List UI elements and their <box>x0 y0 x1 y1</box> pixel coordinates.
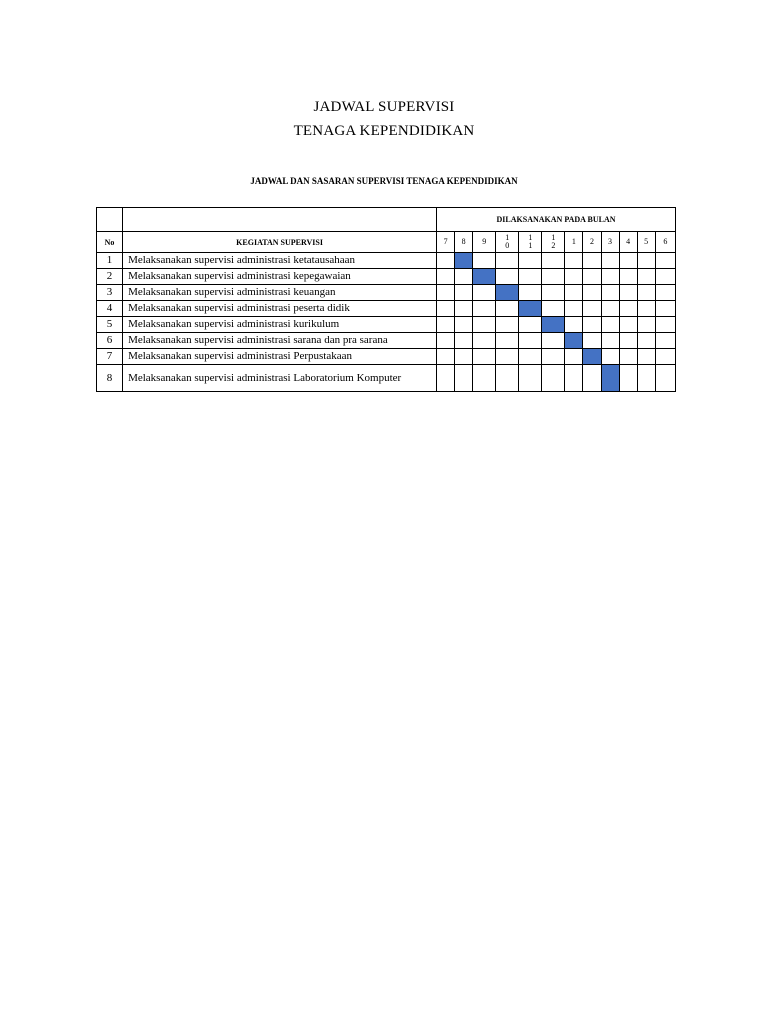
month-cell <box>583 285 601 301</box>
month-cell <box>542 333 565 349</box>
month-cell <box>542 301 565 317</box>
month-cell <box>565 365 583 392</box>
month-cell <box>542 349 565 365</box>
row-number: 7 <box>97 349 123 365</box>
month-cell <box>655 349 675 365</box>
table-row <box>97 285 676 301</box>
month-cell <box>496 269 519 285</box>
month-header-cell <box>619 232 637 253</box>
month-cell <box>619 317 637 333</box>
row-number: 8 <box>97 365 123 392</box>
scheduled-month-cell <box>601 365 619 392</box>
month-header-digit: 0 <box>505 241 510 250</box>
month-header-cell <box>565 232 583 253</box>
month-cell <box>437 253 455 269</box>
scheduled-month-cell <box>473 269 496 285</box>
month-cell <box>519 333 542 349</box>
document-title: JADWAL SUPERVISI <box>313 99 455 115</box>
month-cell <box>565 349 583 365</box>
month-cell <box>601 349 619 365</box>
month-header-digit: 6 <box>663 237 668 246</box>
month-header-digit: 1 <box>528 233 533 242</box>
month-group-header: DILAKSANAKAN PADA BULAN <box>437 208 676 232</box>
row-number: 2 <box>97 269 123 285</box>
month-cell <box>637 365 655 392</box>
month-cell <box>655 285 675 301</box>
month-header-cell <box>473 232 496 253</box>
row-activity: Melaksanakan supervisi administrasi kurikulum <box>123 317 437 333</box>
month-cell <box>437 333 455 349</box>
header-activity: KEGIATAN SUPERVISI <box>123 232 437 253</box>
month-cell <box>473 317 496 333</box>
month-cell <box>637 301 655 317</box>
month-cell <box>519 365 542 392</box>
header-empty-activity <box>123 208 437 232</box>
month-cell <box>637 269 655 285</box>
month-header-digit: 1 <box>528 241 533 250</box>
month-cell <box>437 285 455 301</box>
row-activity: Melaksanakan supervisi administrasi Perpustakaan <box>123 349 437 365</box>
month-header-cell <box>455 232 473 253</box>
row-number: 3 <box>97 285 123 301</box>
month-cell <box>655 365 675 392</box>
month-cell <box>496 365 519 392</box>
table-row <box>97 333 676 349</box>
scheduled-month-cell <box>565 333 583 349</box>
row-activity: Melaksanakan supervisi administrasi sarana dan pra sarana <box>123 333 437 349</box>
month-header-digit: 7 <box>443 237 448 246</box>
month-cell <box>655 269 675 285</box>
month-cell <box>619 285 637 301</box>
row-activity: Melaksanakan supervisi administrasi keuangan <box>123 285 437 301</box>
month-cell <box>519 349 542 365</box>
month-cell <box>455 301 473 317</box>
table-title: JADWAL DAN SASARAN SUPERVISI TENAGA KEPENDIDIKAN <box>250 176 518 186</box>
month-cell <box>519 285 542 301</box>
month-cell <box>455 285 473 301</box>
table-header-row-top <box>97 208 676 232</box>
month-cell <box>473 285 496 301</box>
month-cell <box>601 301 619 317</box>
month-header-digit: 3 <box>608 237 613 246</box>
month-cell <box>655 317 675 333</box>
table-row <box>97 253 676 269</box>
month-cell <box>637 285 655 301</box>
month-cell <box>496 333 519 349</box>
month-cell <box>455 349 473 365</box>
table-row <box>97 349 676 365</box>
month-cell <box>519 269 542 285</box>
month-cell <box>565 301 583 317</box>
month-header-digit: 1 <box>505 233 510 242</box>
row-activity: Melaksanakan supervisi administrasi peserta didik <box>123 301 437 317</box>
month-cell <box>437 301 455 317</box>
month-cell <box>455 365 473 392</box>
month-header-digit: 9 <box>482 237 487 246</box>
month-header-digit: 2 <box>589 237 594 246</box>
month-cell <box>601 269 619 285</box>
row-activity: Melaksanakan supervisi administrasi ketatausahaan <box>123 253 437 269</box>
table-row <box>97 301 676 317</box>
month-cell <box>542 253 565 269</box>
month-cell <box>437 349 455 365</box>
month-cell <box>496 349 519 365</box>
month-cell <box>542 269 565 285</box>
month-cell <box>601 253 619 269</box>
month-cell <box>473 253 496 269</box>
month-cell <box>583 333 601 349</box>
header-empty-no <box>97 208 123 232</box>
month-header-digit: 4 <box>626 237 631 246</box>
month-cell <box>583 269 601 285</box>
scheduled-month-cell <box>519 301 542 317</box>
month-cell <box>637 333 655 349</box>
scheduled-month-cell <box>496 285 519 301</box>
row-number: 6 <box>97 333 123 349</box>
month-cell <box>655 253 675 269</box>
month-header-cell <box>542 232 565 253</box>
month-header-cell <box>496 232 519 253</box>
month-cell <box>437 365 455 392</box>
month-cell <box>473 301 496 317</box>
month-cell <box>583 317 601 333</box>
scheduled-month-cell <box>583 349 601 365</box>
row-number: 5 <box>97 317 123 333</box>
table-header-row-months <box>97 232 676 253</box>
month-cell <box>619 349 637 365</box>
document-subtitle: TENAGA KEPENDIDIKAN <box>293 123 475 139</box>
month-cell <box>473 349 496 365</box>
month-cell <box>619 333 637 349</box>
month-cell <box>455 317 473 333</box>
month-cell <box>619 269 637 285</box>
row-activity: Melaksanakan supervisi administrasi kepegawaian <box>123 269 437 285</box>
month-cell <box>455 269 473 285</box>
table-row <box>97 365 676 392</box>
month-cell <box>565 253 583 269</box>
row-number: 4 <box>97 301 123 317</box>
row-activity: Melaksanakan supervisi administrasi Laboratorium Komputer <box>123 365 437 392</box>
month-cell <box>519 317 542 333</box>
month-cell <box>583 301 601 317</box>
month-cell <box>437 317 455 333</box>
month-header-cell <box>583 232 601 253</box>
month-cell <box>619 253 637 269</box>
scheduled-month-cell <box>542 317 565 333</box>
month-cell <box>565 269 583 285</box>
month-cell <box>637 317 655 333</box>
month-cell <box>583 365 601 392</box>
month-cell <box>565 317 583 333</box>
month-header-cell <box>637 232 655 253</box>
month-cell <box>473 333 496 349</box>
month-cell <box>619 365 637 392</box>
month-cell <box>437 269 455 285</box>
month-cell <box>565 285 583 301</box>
month-cell <box>619 301 637 317</box>
month-cell <box>601 333 619 349</box>
schedule-table <box>96 207 676 392</box>
month-cell <box>542 285 565 301</box>
month-header-digit: 1 <box>551 233 556 242</box>
month-cell <box>473 365 496 392</box>
month-cell <box>583 253 601 269</box>
table-row <box>97 269 676 285</box>
month-cell <box>455 333 473 349</box>
month-cell <box>519 253 542 269</box>
month-cell <box>496 317 519 333</box>
month-cell <box>601 285 619 301</box>
month-cell <box>637 253 655 269</box>
month-header-cell <box>437 232 455 253</box>
month-header-cell <box>655 232 675 253</box>
month-header-digit: 8 <box>461 237 466 246</box>
month-header-cell <box>519 232 542 253</box>
month-cell <box>496 253 519 269</box>
header-no: No <box>97 232 123 253</box>
table-row <box>97 317 676 333</box>
month-cell <box>637 349 655 365</box>
month-cell <box>601 317 619 333</box>
month-header-cell <box>601 232 619 253</box>
row-number: 1 <box>97 253 123 269</box>
scheduled-month-cell <box>455 253 473 269</box>
month-header-digit: 2 <box>551 241 556 250</box>
month-cell <box>542 365 565 392</box>
month-cell <box>655 301 675 317</box>
month-header-digit: 1 <box>571 237 576 246</box>
month-cell <box>496 301 519 317</box>
month-header-digit: 5 <box>644 237 649 246</box>
month-cell <box>655 333 675 349</box>
